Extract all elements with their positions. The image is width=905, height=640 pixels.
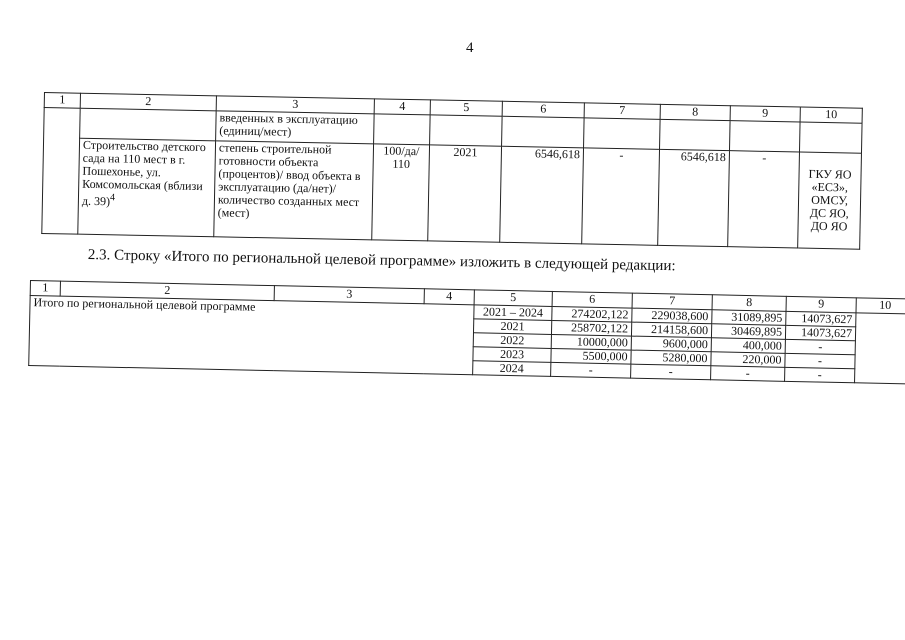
object-table-wrapper — [41, 92, 862, 250]
amount-col6: 274202,122 — [552, 306, 632, 322]
section-title: 2.3. Строку «Итого по региональной целевой программе» изложить в следующей редакции: — [87, 247, 676, 275]
year-cell: 2021 — [428, 145, 502, 242]
empty-cell — [502, 116, 585, 148]
empty-cell — [430, 115, 503, 146]
period-cell: 2022 — [473, 333, 551, 349]
totals-table — [28, 280, 905, 385]
header-cell: 9 — [730, 106, 800, 122]
header-cell: 7 — [632, 293, 712, 310]
indicator-value: 100/да/ 110 — [372, 144, 430, 241]
period-cell: 2021 — [473, 319, 551, 335]
amount-col8: 30469,895 — [711, 324, 785, 340]
header-cell: 10 — [856, 298, 905, 314]
amount-col7: 9600,000 — [631, 336, 711, 352]
header-cell: 8 — [712, 295, 786, 312]
amount-col9: 14073,627 — [786, 311, 856, 326]
amount-col9: - — [785, 353, 855, 368]
empty-cell — [855, 313, 905, 384]
empty-cell — [584, 118, 661, 149]
amount-col7: 214158,600 — [631, 322, 711, 338]
header-cell: 2 — [60, 281, 274, 300]
amount-col7: - — [582, 148, 660, 245]
header-cell: 5 — [430, 100, 502, 116]
empty-cell — [660, 119, 731, 150]
header-cell: 4 — [374, 99, 430, 115]
amount-col7: 5280,000 — [631, 350, 711, 366]
header-cell: 10 — [800, 107, 862, 123]
amount-col9: 14073,627 — [785, 325, 855, 340]
amount-col8: 400,000 — [711, 338, 785, 354]
empty-cell — [374, 114, 431, 145]
period-cell: 2023 — [473, 347, 551, 363]
page-number: 4 — [466, 40, 474, 56]
amount-col8: - — [711, 366, 785, 382]
header-cell: 1 — [44, 93, 80, 109]
totals-table-wrapper — [28, 280, 892, 383]
empty-cell — [799, 122, 862, 153]
amount-col6: - — [551, 362, 631, 378]
object-name: Строительство детского сада на 110 мест в г. Пошехонье, ул. Комсомольская (вблизи д. 39)$^4$ — [78, 138, 216, 237]
period-cell: 2021 – 2024 — [474, 305, 552, 321]
header-cell: 3 — [216, 96, 374, 114]
amount-col8: 6546,618 — [658, 149, 730, 246]
executor-cell: ГКУ ЯО «ЕСЗ», ОМСУ, ДС ЯО, ДО ЯО — [798, 152, 862, 249]
header-cell: 1 — [30, 281, 60, 297]
header-cell: 3 — [274, 286, 424, 304]
header-cell: 7 — [584, 103, 660, 119]
amount-col8: 31089,895 — [712, 310, 786, 326]
amount-col9: - — [785, 339, 855, 354]
amount-col8: 220,000 — [711, 352, 785, 368]
header-cell: 4 — [424, 289, 474, 305]
total-amount: 6546,618 — [500, 146, 584, 244]
amount-col7: - — [631, 364, 711, 380]
empty-cell — [730, 121, 801, 152]
empty-cell — [80, 108, 217, 141]
amount-col7: 229038,600 — [632, 308, 712, 324]
object-table — [41, 92, 863, 250]
header-cell: 6 — [502, 101, 584, 118]
amount-col6: 5500,000 — [551, 348, 631, 364]
amount-col9: - — [785, 367, 855, 382]
totals-label: Итого по региональной целевой программе — [29, 296, 474, 375]
amount-col6: 10000,000 — [551, 334, 631, 350]
header-cell: 6 — [552, 291, 632, 308]
footnote-mark: 4 — [109, 192, 116, 204]
header-cell: 5 — [474, 290, 552, 307]
header-cell: 2 — [80, 93, 216, 111]
amount-col9: - — [728, 151, 800, 248]
continuation-text: введенных в эксплуатацию (единиц/мест) — [216, 111, 375, 144]
object-row — [42, 138, 862, 250]
header-cell: 9 — [786, 296, 856, 312]
header-cell: 8 — [660, 104, 730, 120]
empty-cell — [42, 108, 80, 235]
amount-col6: 258702,122 — [551, 320, 631, 336]
period-cell: 2024 — [473, 361, 551, 377]
indicator-text: степень строительной готовности объекта (процентов)/ ввод объекта в эксплуатацию (да/нет)/ количество созданных мест (мест) — [214, 141, 374, 240]
